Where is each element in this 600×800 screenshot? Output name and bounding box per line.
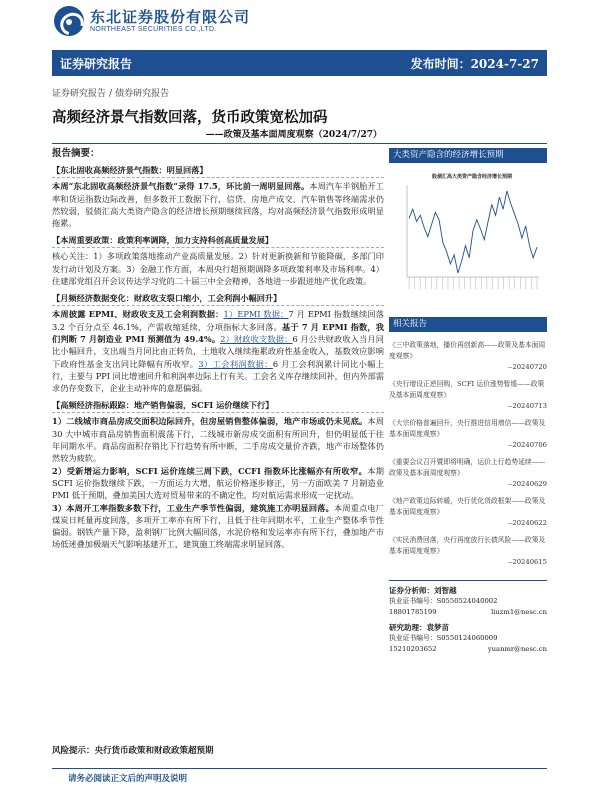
item-lead: 2）受新增运力影响，SCFI 运价连续三周下跌，CCFI 指数环比涨幅亦有所收窄。 (52, 465, 368, 476)
breadcrumb-item: 证券研究报告 (52, 89, 107, 99)
summary-label: 报告摘要： (52, 148, 100, 159)
divider (52, 143, 547, 144)
related-report[interactable] (389, 340, 547, 371)
breadcrumb (52, 86, 169, 99)
series-line (409, 191, 537, 273)
footer-divider (52, 768, 547, 769)
item-text: 本周 30 大中城市商品房销售面积震荡下行，二线城市新房成交面积有所回升，但仍明显低于往年同期水平。商品房面积存销比下行趋势有所中断，二手房成交量价齐跌，地产市场整体仍然较为疲软。 (52, 416, 384, 464)
item-lead: 3）本周开工率指数多数下行，工业生产季节性偏弱，建筑施工亦明显回落。 (52, 502, 334, 513)
epmi-link[interactable]: 1）EPMI 数据： (223, 309, 289, 320)
section-heading: 【本周重要政策：政策利率调降，加力支持科创高质量发展】 (52, 233, 384, 248)
growth-expectation-chart (389, 167, 547, 307)
list-item (52, 502, 384, 551)
page-title: 高频经济景气指数回落，货币政策宽松加码 (52, 109, 328, 126)
report-category: 证券研究报告 (60, 56, 133, 71)
related-report-title[interactable]: 《重要会议召开暨即将明确，运价上行趋势延续——政策及基本面周度观察》 (389, 458, 546, 477)
logo-name-en: NORTHEAST SECURITIES CO.,LTD. (90, 25, 217, 33)
section-text: 6 月公共财政收入当月同比小幅回升，支出端当月同比由正转负，土地收入继续拖累政府性基金收入，基数效应影响下政府性基金支出同比降幅有所收窄。 (52, 333, 384, 369)
section-sentiment (52, 163, 384, 229)
section-heading: 【高频经济指标跟踪：地产销售偏弱，SCFI 运价继续下行】 (52, 398, 384, 413)
item-text: 本期 SCFI 运价指数继续下跌，一方面运力大增，航运价格逐步修正，另一方面欧美 7 月制造业 PMI 低于预期，叠加美国大选对贸易带来的不确定性，均对航运需求形成一定扰动。 (52, 465, 384, 501)
analyst-name: 研究助理：袁梦苗 (389, 623, 449, 632)
analyst-card (389, 585, 547, 618)
profit-link[interactable]: 3）工会利润数据： (198, 358, 273, 369)
footer-disclaimer: 请务必阅读正文后的声明及说明 (68, 774, 188, 784)
related-report-date: --20240615 (507, 558, 547, 566)
related-report-title[interactable]: 《三中政策落地，播价再创新高——政策及基本面周度观察》 (389, 341, 546, 360)
breadcrumb-separator: / (109, 89, 113, 99)
report-summary (52, 148, 384, 555)
section-lead: 本周“东北固收高频经济景气指数”录得 17.5，环比前一周明显回落。 (52, 181, 310, 192)
related-report-date: --20240720 (507, 363, 547, 371)
related-reports-heading: 相关报告 (389, 317, 547, 332)
section-body (52, 308, 384, 394)
cert-number: S0550124060009 (436, 634, 498, 642)
page-subtitle: ——政策及基本面周度观察（2024/7/27） (205, 130, 382, 140)
list-item (52, 465, 384, 502)
section-heading: 【月频经济数据变化：财政收支裂口缩小，工会利润小幅回升】 (52, 291, 384, 306)
related-report[interactable] (389, 457, 547, 488)
section-text: 6 月工会利润累计同比小幅上行，主要与 PPI 同比增速回升和利润率边际上行有关。工会名义库存继续回补，但内外部需求仍存变数下，企业主动补库的意愿偏弱。 (52, 358, 384, 394)
related-report-date: --20240622 (507, 519, 547, 527)
related-report-date: --20240713 (507, 402, 547, 410)
x-axis-ticks (409, 277, 537, 289)
analyst-phone: 18801785199 (389, 608, 437, 616)
header-banner (52, 50, 547, 76)
breadcrumb-item: 债券研究报告 (115, 89, 170, 99)
section-text: 核心关注：1）多项政策落地推动产业高质量发展。2）针对更新换新和节能降碳，多部门印发行动计划及方案。3）金融工作方面，本周央行超预期调降多项政策利率及市场利率。4）住建部党组召开会议传达学习党的二十届三中全会精神，各地进一步跟进地产优化政策。 (52, 251, 384, 287)
fiscal-link[interactable]: 2）财政收支数据： (220, 333, 293, 344)
publish-date: 发布时间：2024-7-27 (410, 56, 539, 71)
related-report[interactable] (389, 496, 547, 527)
line-chart (389, 167, 547, 307)
cert-number: S0550524040002 (436, 597, 498, 605)
item-lead: 1）二线城市商品房成交面积边际回升，但房屋销售整体偏弱，地产市场或仍未见底。 (52, 416, 368, 427)
related-report[interactable] (389, 418, 547, 449)
related-report-date: --20240629 (507, 480, 547, 488)
analyst-phone: 15210203652 (389, 645, 437, 653)
section-body (52, 180, 384, 229)
cert-label: 执业证书编号： (389, 597, 437, 605)
related-report[interactable] (389, 379, 547, 410)
sidebar (389, 148, 547, 655)
section-emphasis: 基于 7 月 EPMI 指数，我们判断 7 月制造业 PMI 预测值为 49.4%。 (52, 321, 384, 344)
related-report[interactable] (389, 535, 547, 566)
logo-icon (54, 6, 84, 36)
analyst-info (389, 580, 547, 655)
related-report-title[interactable]: 《实民消费回落，央行再度放行长债风险——政策及基本面周度观察》 (389, 536, 546, 555)
section-heading: 【东北固收高频经济景气指数：明显回落】 (52, 163, 384, 178)
analyst-name: 证券分析师：刘智越 (389, 586, 457, 595)
section-high-frequency (52, 398, 384, 550)
logo-name-cn: 东北证券股份有限公司 (90, 7, 251, 26)
section-monthly-data (52, 291, 384, 394)
chart-heading: 大类资产隐含的经济增长预期 (389, 148, 547, 163)
related-report-date: --20240706 (507, 441, 547, 449)
list-item (52, 415, 384, 464)
analyst-email[interactable]: liuzm1@nesc.cn (491, 608, 547, 616)
related-report-title[interactable]: 《地产政策边际转暖，央行优化货政框架——政策及基本面周度观察》 (389, 497, 546, 516)
analyst-email[interactable]: yuanmr@nesc.cn (487, 645, 547, 653)
company-logo (54, 5, 250, 37)
section-intro: 本周披露 EPMI、财政收支及工会利润数据： (52, 309, 224, 320)
cert-label: 执业证书编号： (389, 634, 437, 642)
section-policy (52, 233, 384, 287)
related-report-title[interactable]: 《大宗价格普遍回升，央行推进信用增信——政策及基本面周度观察》 (389, 419, 546, 438)
risk-warning: 风险提示：央行货币政策和财政政策超预期 (52, 746, 214, 756)
section-text: 7 月 EPMI 指数继续回落 3.2 个百分点至 46.1%，产需收缩延续，分项指标大多回落。 (52, 309, 384, 332)
section-text: 本周汽车半钢胎开工率和货运指数边际改善，但多数开工数据下行，信贷、房地产成交、汽车销售等终端需求仍然较弱，驳债汇高大类资产隐含的经济增长预期继续回落，均对高频经济景气指数形成明显拖累。 (52, 181, 384, 229)
related-report-title[interactable]: 《央行增设正逆回购，SCFI 运价涨势暂缓——政策及基本面周度观察》 (389, 380, 545, 399)
item-text: 本周重点电厂煤炭日耗量再度回落，多项开工率亦有所下行，且低于往年同期水平，工业生产整体季节性偏弱。钢铁产量下降，盈利钢厂比例大幅回落，水泥价格和发运率亦有所下行，叠加地产市场低迷叠加极端天气影响基建开工，建筑施工终端需求明显回落。 (52, 502, 384, 550)
chart-title: 股债汇高大类资产隐含经济增长预期 (431, 174, 512, 180)
analyst-card (389, 622, 547, 655)
